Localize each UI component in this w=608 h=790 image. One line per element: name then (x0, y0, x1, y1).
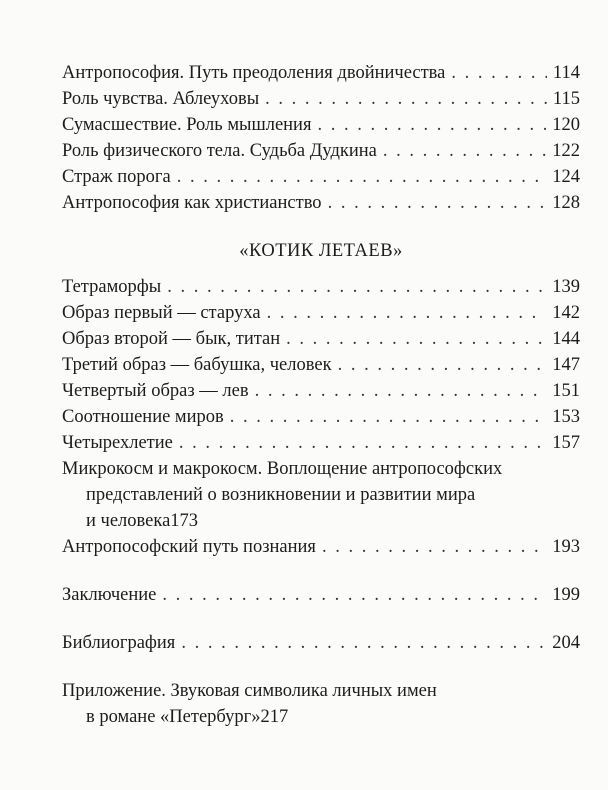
section-heading: «КОТИК ЛЕТАЕВ» (239, 241, 403, 261)
toc-entry-title-line: Микрокосм и макрокосм. Воплощение антропософских (62, 459, 503, 479)
toc-entry (62, 378, 580, 404)
toc-entry-title: Образ второй — бык, титан (62, 329, 281, 349)
toc-entry (62, 404, 580, 430)
toc-entry-page: 153 (552, 407, 580, 427)
leader-dots (383, 138, 546, 164)
toc-entry-title: Роль чувства. Аблеуховы (62, 89, 260, 109)
toc-entry (62, 534, 580, 560)
toc-entry-page: 115 (552, 89, 580, 109)
toc-entry-title: Антропософский путь познания (62, 537, 316, 557)
toc-entry (62, 300, 580, 326)
toc-entry (62, 86, 580, 112)
toc-entry-title: Библиография (62, 633, 176, 653)
toc-entry-title: Четвертый образ — лев (62, 381, 249, 401)
leader-dots (286, 326, 546, 352)
toc-entry-title: Антропософия. Путь преодоления двойничества (62, 63, 446, 83)
toc-entry-page: 157 (552, 433, 580, 453)
toc-entry (62, 352, 580, 378)
leader-dots (255, 378, 547, 404)
toc-entry-title: Роль физического тела. Судьба Дудкина (62, 141, 377, 161)
toc-entry-title-line: и человека (86, 511, 171, 531)
toc-entry-multiline (62, 678, 580, 730)
toc-entry-title: Сумасшествие. Роль мышления (62, 115, 312, 135)
toc-entry-page: 114 (552, 63, 580, 83)
toc-entry (62, 138, 580, 164)
toc-entry-page: 120 (552, 115, 580, 135)
toc-entry-page: 151 (552, 381, 580, 401)
toc-entry (62, 164, 580, 190)
leader-dots (451, 60, 547, 86)
toc-entry (62, 60, 580, 86)
toc-entry-title-line: Приложение. Звуковая символика личных имен (62, 681, 437, 701)
leader-dots (265, 86, 547, 112)
leader-dots (322, 534, 546, 560)
toc-entry-page: 173 (170, 511, 199, 531)
toc-entry-last-line (62, 704, 580, 730)
toc-entry-title: Заключение (62, 585, 157, 605)
toc-entry-page: 122 (552, 141, 580, 161)
toc-entry (62, 326, 580, 352)
spacer (62, 656, 580, 678)
leader-dots (230, 404, 546, 430)
toc-entry-multiline (62, 456, 580, 534)
toc-entry (62, 112, 580, 138)
toc-entry-page: 144 (552, 329, 580, 349)
leader-dots (267, 300, 547, 326)
toc-entry-last-line (62, 508, 580, 534)
toc-entry-title: Третий образ — бабушка, человек (62, 355, 332, 375)
toc-entry-page: 142 (552, 303, 580, 323)
spacer (62, 560, 580, 582)
toc-entry-page: 147 (552, 355, 580, 375)
toc-entry-page: 199 (552, 585, 580, 605)
toc-entry (62, 630, 580, 656)
toc-entry-title: Соотношение миров (62, 407, 224, 427)
toc-entry-title: Тетраморфы (62, 277, 162, 297)
toc-entry (62, 582, 580, 608)
toc-entry-page: 128 (552, 193, 580, 213)
leader-dots (177, 164, 547, 190)
toc-entry-title: Страж порога (62, 167, 171, 187)
toc-entry (62, 190, 580, 216)
toc-entry-page: 217 (260, 707, 289, 727)
leader-dots (162, 582, 546, 608)
toc-entry-title-line: представлений о возникновении и развитии мира (86, 485, 476, 505)
spacer (62, 608, 580, 630)
toc-entry-page: 193 (552, 537, 580, 557)
toc-entry-title: Четырехлетие (62, 433, 173, 453)
toc-entry-title: Образ первый — старуха (62, 303, 261, 323)
leader-dots (338, 352, 547, 378)
leader-dots (167, 274, 546, 300)
toc-entry (62, 274, 580, 300)
toc-entry-page: 139 (552, 277, 580, 297)
leader-dots (181, 630, 546, 656)
leader-dots (317, 112, 546, 138)
toc-entry-page: 204 (552, 633, 580, 653)
toc-entry-title: Антропософия как христианство (62, 193, 322, 213)
toc-entry-page: 124 (552, 167, 580, 187)
leader-dots (179, 430, 546, 456)
toc-entry (62, 430, 580, 456)
table-of-contents (62, 60, 580, 730)
toc-entry-title-line: в романе «Петербург» (86, 707, 261, 727)
leader-dots (328, 190, 547, 216)
